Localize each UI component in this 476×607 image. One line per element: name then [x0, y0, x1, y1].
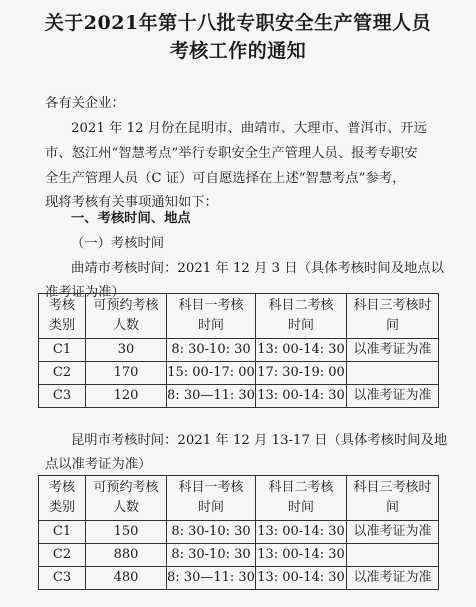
header-cell-capacity: 可预约考核 人数 [86, 294, 167, 339]
table-cell: 8: 30-10: 30 [167, 339, 256, 362]
table-cell: 13: 00-14: 30 [256, 544, 347, 567]
table-cell: 170 [86, 362, 167, 385]
table-row [39, 544, 439, 567]
table-cell [347, 544, 439, 567]
section-heading-1: 一、考核时间、地点 [71, 211, 191, 226]
header-cell-subject-3: 科目三考核时 间 [347, 476, 439, 521]
kunming-time-line-2: 点以准考证为准） [45, 457, 152, 472]
table-cell: 880 [86, 544, 167, 567]
table-cell: 13: 00-14: 30 [256, 385, 347, 408]
title-line-2: 考核工作的通知 [169, 40, 307, 62]
kunming-schedule-table [38, 475, 439, 590]
table-header-row [39, 294, 439, 339]
header-cell-subject-1: 科目一考核 时间 [167, 476, 256, 521]
table-header-row [39, 476, 439, 521]
header-cell-subject-3: 科目三考核时 间 [347, 294, 439, 339]
table-cell: C2 [39, 362, 86, 385]
table-cell: 30 [86, 339, 167, 362]
table-cell: C1 [39, 521, 86, 544]
paragraph-line-1: 2021 年 12 月份在昆明市、曲靖市、大理市、普洱市、开远 [71, 121, 427, 136]
table-cell: 13: 00-14: 30 [256, 567, 347, 590]
table-cell: 480 [86, 567, 167, 590]
table-cell: C2 [39, 544, 86, 567]
paragraph-line-3: 全生产管理人员（C 证）可自愿选择在上述“智慧考点”参考， [45, 171, 406, 186]
table-cell [347, 362, 439, 385]
table-cell: 17: 30-19: 00 [256, 362, 347, 385]
table-cell: 150 [86, 521, 167, 544]
table-cell: C1 [39, 339, 86, 362]
table-row [39, 385, 439, 408]
table-cell: 8: 30—11: 30 [167, 567, 256, 590]
table-cell: 120 [86, 385, 167, 408]
header-cell-subject-1: 科目一考核 时间 [167, 294, 256, 339]
title-line-1: 关于2021年第十八批专职安全生产管理人员 [44, 12, 432, 34]
table-cell: C3 [39, 567, 86, 590]
table-cell: 13: 00-14: 30 [256, 521, 347, 544]
table-cell: 以准考证为准 [347, 521, 439, 544]
header-cell-category: 考核 类别 [39, 476, 86, 521]
qujing-time-line-1: 曲靖市考核时间：2021 年 12 月 3 日（具体考核时间及地点以 [71, 261, 444, 276]
table-cell: 以准考证为准 [347, 339, 439, 362]
table-row [39, 521, 439, 544]
paragraph-line-2: 市、怒江州“智慧考点”举行专职安全生产管理人员、报考专职安 [45, 146, 418, 161]
salutation: 各有关企业： [45, 96, 125, 111]
header-cell-capacity: 可预约考核 人数 [86, 476, 167, 521]
qujing-schedule-table [38, 293, 439, 408]
kunming-time-line-1: 昆明市考核时间：2021 年 12 月 13-17 日（具体考核时间及地 [71, 433, 448, 448]
table-cell: 8: 30-10: 30 [167, 544, 256, 567]
paragraph-line-4: 现将考核有关事项通知如下： [45, 195, 218, 210]
table-cell: 以准考证为准 [347, 385, 439, 408]
table-cell: 13: 00-14: 30 [256, 339, 347, 362]
table-row [39, 339, 439, 362]
table-cell: 8: 30-10: 30 [167, 521, 256, 544]
table-row [39, 567, 439, 590]
table-row [39, 362, 439, 385]
table-cell: 15: 00-17: 00 [167, 362, 256, 385]
table-cell: 8: 30—11: 30 [167, 385, 256, 408]
qujing-time-line-2: 准考证为准） [45, 285, 125, 300]
subsection-heading-1: （一）考核时间 [71, 236, 165, 251]
table-cell: C3 [39, 385, 86, 408]
table-cell: 以准考证为准 [347, 567, 439, 590]
header-cell-category: 考核 类别 [39, 294, 86, 339]
header-cell-subject-2: 科目二考核 时间 [256, 476, 347, 521]
header-cell-subject-2: 科目二考核 时间 [256, 294, 347, 339]
